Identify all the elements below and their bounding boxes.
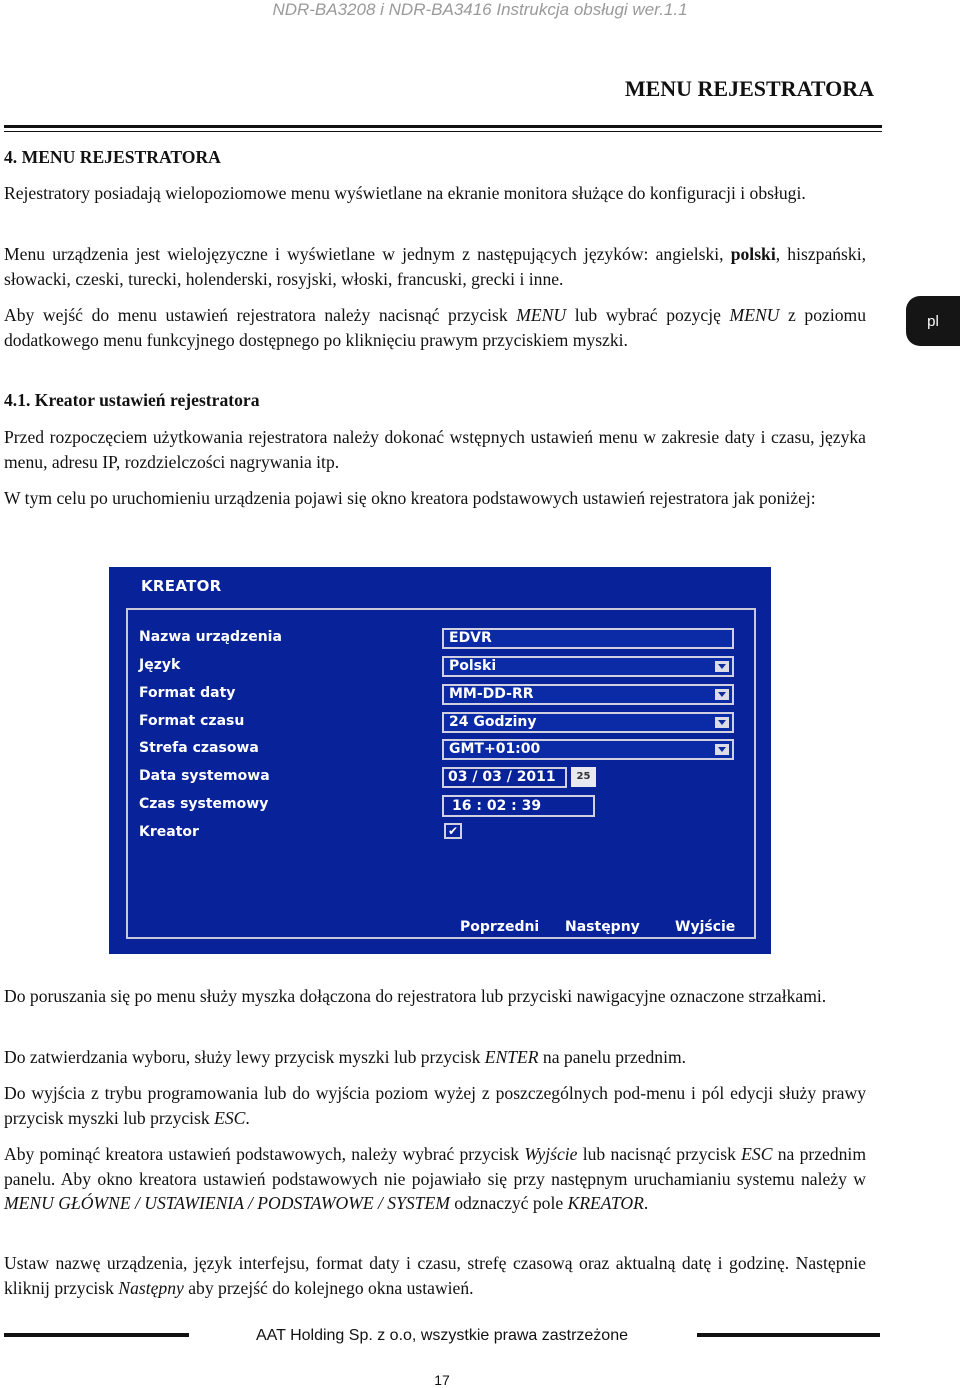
section-title: MENU REJESTRATORA (624, 76, 874, 101)
paragraph-wizard-window: W tym celu po uruchomieniu urządzenia pojawi się okno kreatora podstawowych ustawień rejestratora jak poniżej: (4, 488, 816, 508)
timezone-value: GMT+01:00 (449, 741, 541, 757)
system-time-value: 16 : 02 : 39 (452, 798, 542, 814)
time-format-select[interactable] (442, 712, 734, 733)
heading-menu: 4. MENU REJESTRATORA (4, 147, 221, 167)
system-time-input[interactable] (442, 795, 595, 817)
language-tab-label: pl (927, 312, 939, 330)
language-value: Polski (449, 658, 497, 674)
calendar-icon[interactable]: 25 (571, 767, 596, 787)
paragraph-navigation: Do poruszania się po menu służy myszka dołączona do rejestratora lub przyciski nawigacyjne oznaczone strzałkami. (4, 986, 827, 1006)
label-system-time: Czas systemowy (139, 796, 269, 812)
paragraph-exit: Do wyjścia z trybu programowania lub do wyjścia poziom wyżej z poszczególnych pod-menu i pól edycji służy prawy przycisk myszki lub przycisk ESC. (4, 1083, 866, 1128)
language-select[interactable] (442, 656, 734, 677)
time-format-value: 24 Godziny (449, 714, 537, 730)
label-system-date: Data systemowa (139, 768, 270, 784)
label-date-format: Format daty (139, 685, 236, 701)
label-timezone: Strefa czasowa (139, 740, 259, 756)
paragraph-skip-wizard: Aby pominąć kreatora ustawień podstawowych, należy wybrać przycisk Wyjście lub nacisnąć przycisk ESC na przednim panelu. Aby okno kreatora ustawień podstawowych nie pojawiało się przy następnym uruchamianiu systemu należy w MENU GŁÓWNE / USTAWIENIA / PODSTAWOWE / SYSTEM odznaczyć pole KREATOR. (4, 1144, 867, 1213)
date-format-value: MM-DD-RR (449, 686, 534, 702)
footer-copyright: AAT Holding Sp. z o.o, wszystkie prawa zastrzeżone (255, 1327, 628, 1344)
label-wizard: Kreator (139, 824, 199, 840)
next-button[interactable]: Następny (565, 919, 640, 935)
previous-button[interactable]: Poprzedni (460, 919, 540, 935)
chevron-down-icon (715, 661, 729, 672)
label-time-format: Format czasu (139, 713, 245, 729)
system-date-input[interactable] (442, 767, 567, 788)
system-date-value: 03 / 03 / 2011 (448, 769, 556, 785)
paragraph-intro: Rejestratory posiadają wielopoziomowe menu wyświetlane na ekranie monitora służące do konfiguracji i obsługi. (4, 183, 806, 203)
chevron-down-icon (715, 717, 729, 728)
header-rule-thick (4, 125, 882, 128)
chevron-down-icon (715, 689, 729, 700)
paragraph-enter-menu: Aby wejść do menu ustawień rejestratora należy nacisnąć przycisk MENU lub wybrać pozycję MENU z poziomu dodatkowego menu funkcyjnego dostępnego po kliknięciu prawym przyciskiem myszki. (4, 305, 866, 350)
header-rule-thin (4, 131, 882, 132)
device-name-input[interactable] (442, 628, 734, 649)
dvr-wizard-screenshot (109, 567, 771, 954)
page-number: 17 (434, 1372, 450, 1388)
language-tab (906, 296, 960, 346)
label-language: Język (139, 657, 181, 673)
running-header: NDR-BA3208 i NDR-BA3416 Instrukcja obsługi wer.1.1 (272, 0, 688, 19)
paragraph-confirm: Do zatwierdzania wyboru, służy lewy przycisk myszki lub przycisk ENTER na panelu przednim. (4, 1047, 687, 1067)
exit-button[interactable]: Wyjście (675, 919, 736, 935)
paragraph-set-name: Ustaw nazwę urządzenia, język interfejsu, format daty i czasu, strefę czasową oraz aktualną datę i godzinę. Następnie kliknij przycisk Następny aby przejść do kolejnego okna ustawień. (4, 1253, 866, 1298)
paragraph-initial-setup: Przed rozpoczęciem użytkowania rejestratora należy dokonać wstępnych ustawień menu w zakresie daty i czasu, języka menu, adresu IP, rozdzielczości nagrywania itp. (4, 427, 866, 472)
bold-polski: polski (730, 244, 776, 264)
wizard-checkbox[interactable]: ✔ (444, 823, 462, 839)
chevron-down-icon (715, 744, 729, 755)
date-format-select[interactable] (442, 684, 734, 705)
paragraph-languages: Menu urządzenia jest wielojęzyczne i wyświetlane w jednym z następujących języków: angielski, polski, hiszpański, słowacki, czeski, turecki, holenderski, rosyjski, włoski, francuski, grecki i inne. (4, 244, 866, 289)
label-device-name: Nazwa urządzenia (139, 629, 282, 645)
heading-wizard: 4.1. Kreator ustawień rejestratora (4, 390, 260, 410)
timezone-select[interactable] (442, 739, 734, 760)
device-name-value: EDVR (449, 630, 492, 646)
dvr-window-title: KREATOR (141, 577, 222, 595)
